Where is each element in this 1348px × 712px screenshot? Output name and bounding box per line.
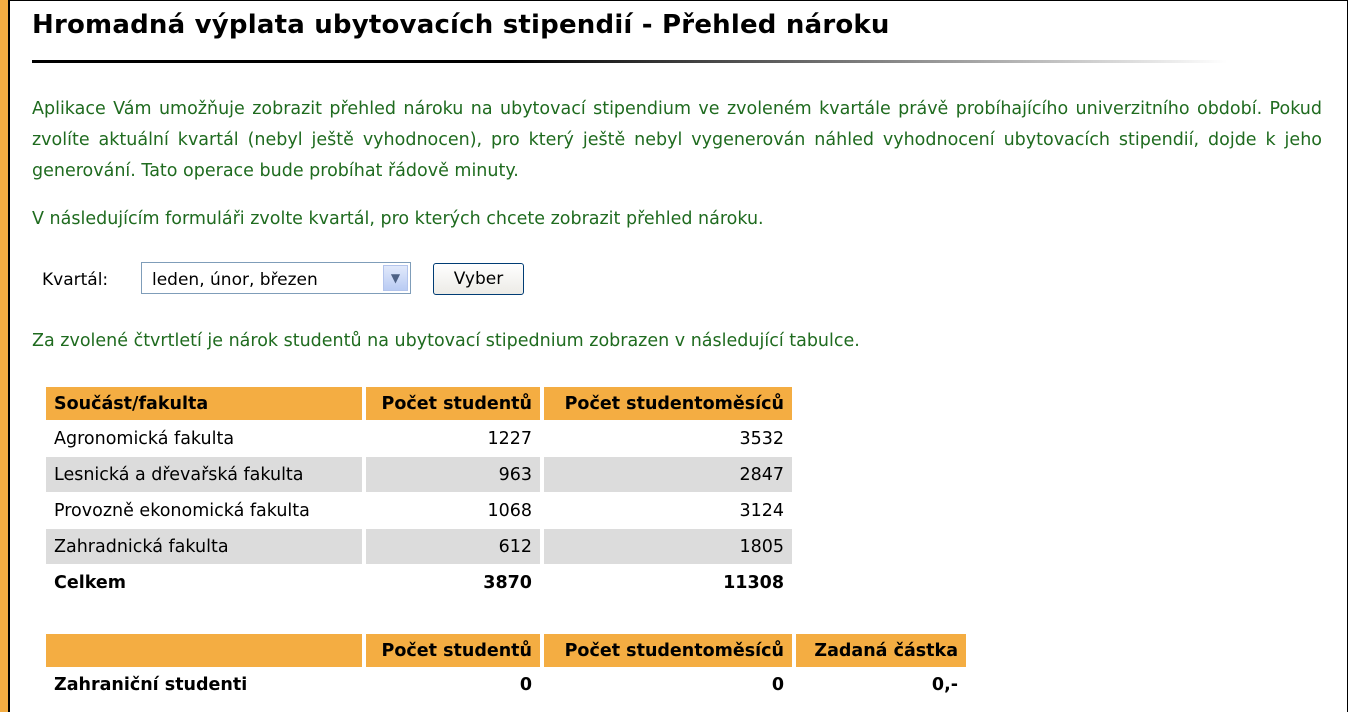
cell-student-count: 963 [366, 456, 544, 492]
cell-student-count: 1068 [366, 492, 544, 528]
cell-student-months: 0 [544, 667, 796, 702]
cell-faculty: Agronomická fakulta [46, 420, 366, 456]
quarter-select[interactable] [141, 262, 411, 294]
cell-student-months: 3532 [544, 420, 792, 456]
instruction-text: V následujícím formuláři zvolte kvartál, pro kterých chcete zobrazit přehled nároku. [32, 209, 764, 229]
chevron-down-icon[interactable]: ▼ [383, 265, 408, 291]
header-amount: Zadaná částka [796, 634, 966, 667]
table-row [46, 667, 966, 702]
header-faculty: Součást/fakulta [46, 387, 366, 420]
cell-student-count: 612 [366, 528, 544, 564]
cell-student-months: 1805 [544, 528, 792, 564]
table-header-row [46, 634, 966, 667]
header-student-months: Počet studentoměsíců [544, 634, 796, 667]
faculty-table [46, 387, 792, 600]
cell-total-label: Celkem [46, 564, 366, 600]
header-student-months: Počet studentoměsíců [544, 387, 792, 420]
header-empty [46, 634, 366, 667]
header-student-count: Počet studentů [366, 387, 544, 420]
cell-student-months: 3124 [544, 492, 792, 528]
page-title: Hromadná výplata ubytovacích stipendií - Přehled nároku [32, 10, 890, 40]
intro-text: Aplikace Vám umožňuje zobrazit přehled nároku na ubytovací stipendium ve zvoleném kvartále právě probíhajícího univerzitního období. Pokud zvolíte aktuální kvartál (nebyl ještě vyhodnocen), pro který ještě nebyl vygenerován náhled vyhodnocení ubytovacích stipendií, dojde k jeho generování. Tato operace bude probíhat řádově minuty. [32, 99, 1322, 181]
cell-faculty: Provozně ekonomická fakulta [46, 492, 366, 528]
title-divider [32, 60, 1227, 63]
table-row [46, 456, 792, 492]
cell-category: Zahraniční studenti [46, 667, 366, 702]
quarter-label: Kvartál: [42, 270, 109, 290]
table-row [46, 492, 792, 528]
quarter-select-value: leden, únor, březen [152, 270, 318, 290]
cell-faculty: Lesnická a dřevařská fakulta [46, 456, 366, 492]
cell-student-months: 2847 [544, 456, 792, 492]
table-note: Za zvolené čtvrtletí je nárok studentů na ubytovací stipednium zobrazen v následující tabulce. [32, 331, 860, 351]
cell-student-count: 0 [366, 667, 544, 702]
cell-total-students: 3870 [366, 564, 544, 600]
cell-faculty: Zahradnická fakulta [46, 528, 366, 564]
cell-total-months: 11308 [544, 564, 792, 600]
foreign-students-table [46, 634, 966, 702]
left-accent-bar [0, 0, 10, 712]
table-total-row [46, 564, 792, 600]
cell-student-count: 1227 [366, 420, 544, 456]
select-button[interactable]: Vyber [433, 263, 524, 295]
cell-amount: 0,- [931, 674, 958, 695]
header-student-count: Počet studentů [366, 634, 544, 667]
table-row [46, 420, 792, 456]
table-row [46, 528, 792, 564]
table-header-row [46, 387, 792, 420]
